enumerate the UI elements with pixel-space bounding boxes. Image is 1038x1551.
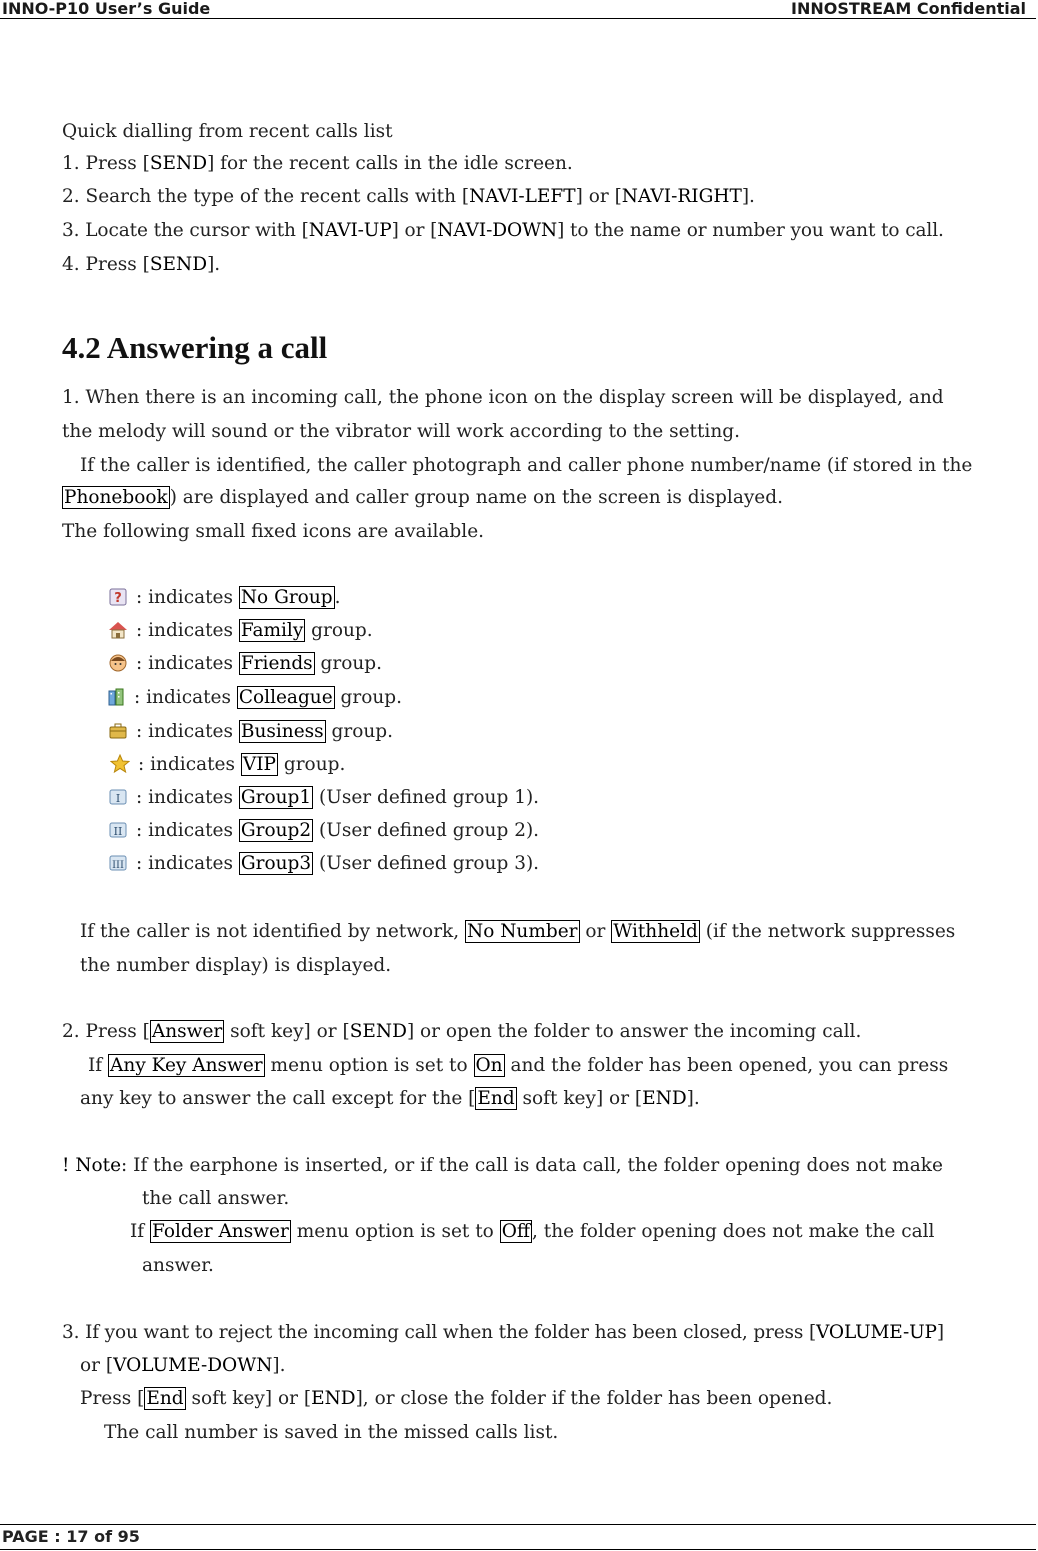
quick-step-1: 1. Press [SEND] for the recent calls in the idle screen. [62,153,573,174]
step3-line-3: Press [ End soft key] or [END], or close the folder if the folder has been opened. [80,1388,833,1409]
icon-row-group2: II : indicates Group2 (User defined group 2). [108,819,539,843]
svg-text:II: II [113,825,123,838]
step3-line-2: or [VOLUME-DOWN]. [80,1355,286,1376]
page-header [0,0,1036,19]
icon-row-friends: : indicates Friends group. [108,652,382,676]
step3-line-4: The call number is saved in the missed calls list. [104,1422,559,1443]
noid-line-2: the number display) is displayed. [80,955,392,976]
icon-row-no-group: ? : indicates No Group . [108,586,340,610]
family-icon [108,620,128,640]
answer-para-line-5: The following small fixed icons are available. [62,521,485,542]
group1-icon [108,787,128,807]
header-confidential: INNOSTREAM Confidential [791,0,1026,18]
answer-para-line-3: If the caller is identified, the caller photograph and caller phone number/name (if stored in the [80,455,973,476]
icon-row-group1: I : indicates Group1 (User defined group 1). [108,786,539,810]
page-footer [0,1524,1036,1550]
quick-step-4: 4. Press [SEND]. [62,254,221,275]
answer-para-line-1: 1. When there is an incoming call, the phone icon on the display screen will be displayed, and [62,387,944,408]
noid-line-1: If the caller is not identified by network, No Number or Withheld (if the network suppresses [80,921,956,942]
colleague-icon [106,687,126,707]
page-number: PAGE : 17 of 95 [2,1527,140,1546]
step3-line-1: 3. If you want to reject the incoming call when the folder has been closed, press [VOLUME-UP] [62,1322,944,1343]
icon-row-vip: : indicates VIP group. [110,753,345,777]
quick-dial-title: Quick dialling from recent calls list [62,121,393,142]
svg-text:I: I [115,792,121,805]
step2-line-3: any key to answer the call except for the [ End soft key] or [END]. [80,1088,700,1109]
note-line-1: ! Note: If the earphone is inserted, or if the call is data call, the folder opening does not make [62,1155,943,1176]
svg-text:III: III [112,860,124,871]
icon-row-group3: III : indicates Group3 (User defined group 3). [108,852,539,876]
note-line-4: answer. [142,1255,214,1276]
svg-text:?: ? [114,591,122,606]
friends-icon [108,653,128,673]
answer-para-line-4: Phonebook ) are displayed and caller group name on the screen is displayed. [64,487,783,508]
icon-row-family: : indicates Family group. [108,619,373,643]
group2-icon [108,820,128,840]
icon-row-business: : indicates Business group. [108,720,393,744]
note-line-3: If Folder Answer menu option is set to Off , the folder opening does not make the call [130,1221,935,1242]
step2-line-1: 2. Press [ Answer soft key] or [SEND] or open the folder to answer the incoming call. [62,1021,862,1042]
quick-step-3: 3. Locate the cursor with [NAVI-UP] or [NAVI-DOWN] to the name or number you want to call. [62,220,944,241]
vip-star-icon [110,754,130,774]
header-doc-title: INNO-P10 User’s Guide [2,0,211,18]
quick-step-2: 2. Search the type of the recent calls with [NAVI-LEFT] or [NAVI-RIGHT]. [62,186,755,207]
section-heading: 4.2 Answering a call [62,330,328,365]
answer-para-line-2: the melody will sound or the vibrator will work according to the setting. [62,421,740,442]
step2-line-2: If Any Key Answer menu option is set to On and the folder has been opened, you can press [88,1055,949,1076]
no-group-icon [108,587,128,607]
group3-icon [108,853,128,873]
business-icon [108,721,128,741]
icon-row-colleague: : indicates Colleague group. [106,686,402,710]
note-line-2: the call answer. [142,1188,290,1209]
